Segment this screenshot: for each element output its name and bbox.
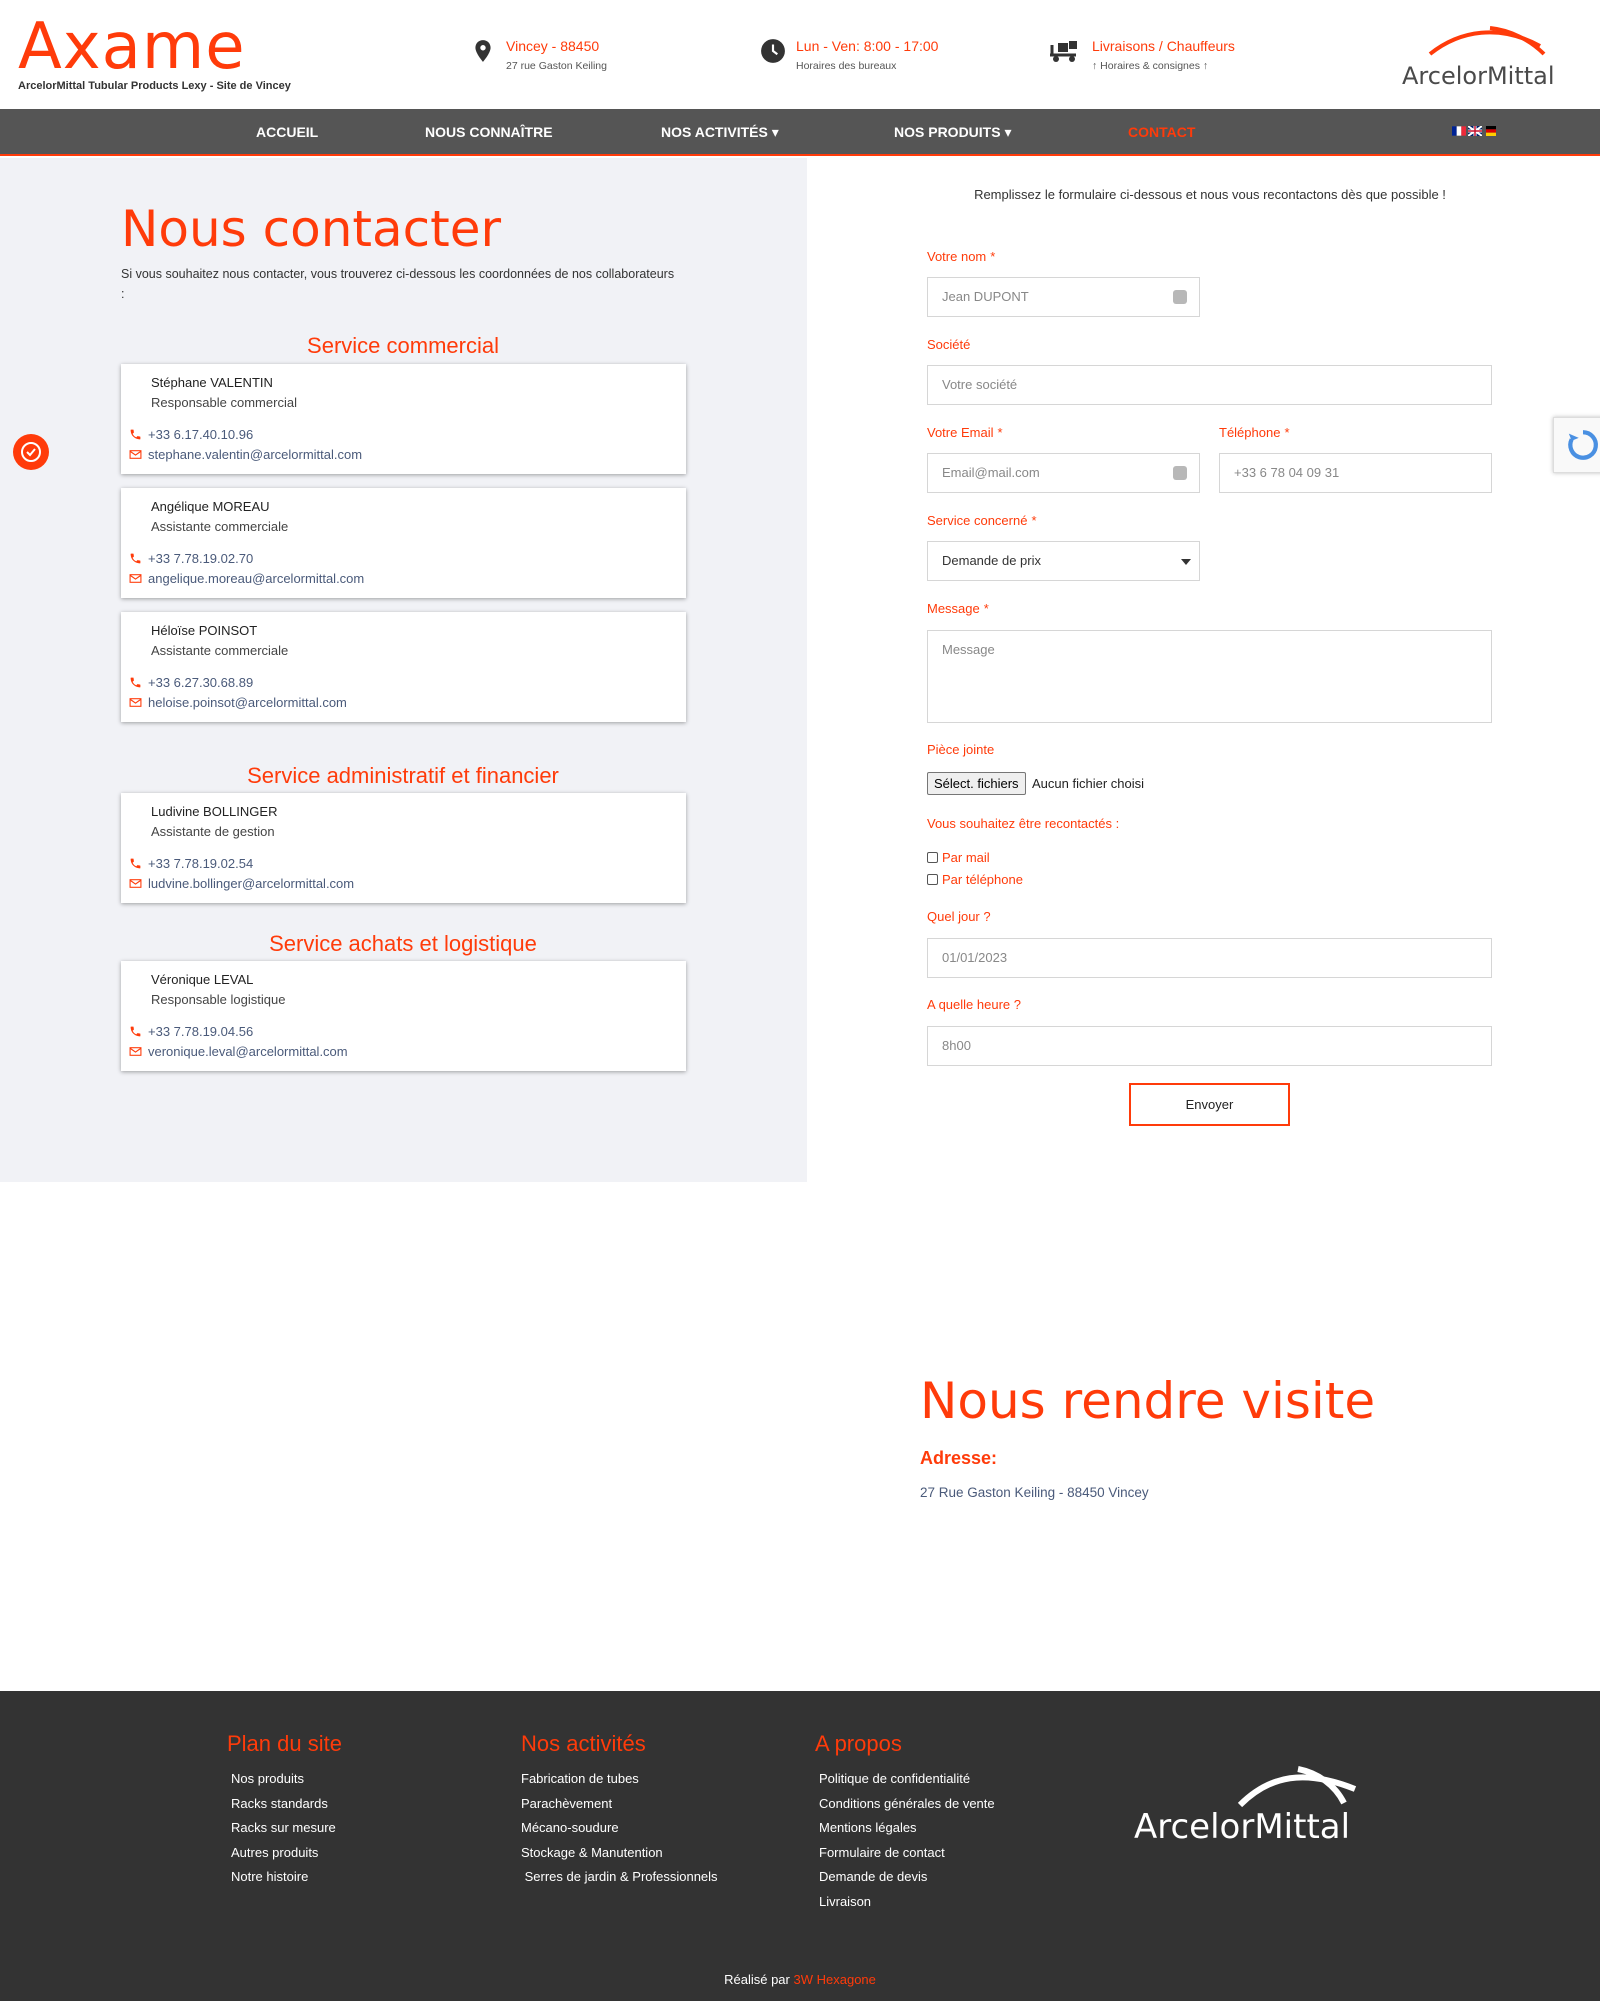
footer-link[interactable]: Fabrication de tubes [521,1771,639,1786]
contact-phone[interactable] [129,675,253,690]
contact-email-text[interactable]: veronique.leval@arcelormittal.com [148,1044,348,1059]
recontact-mail-option[interactable] [927,850,990,865]
contact-name: Héloïse POINSOT [151,623,258,638]
required-mark: * [997,425,1003,440]
company-placeholder: Votre société [942,377,1018,392]
phone-label-text: Téléphone [1219,425,1281,440]
footer-link[interactable]: Notre histoire [231,1869,309,1884]
footer-link[interactable]: Mécano-soudure [521,1820,619,1835]
nav-accueil[interactable]: ACCUEIL [256,124,319,140]
page-title: Nous contacter [121,200,502,258]
hand-check-icon [19,440,43,464]
delivery-info[interactable] [1048,38,1235,72]
contact-name: Ludivine BOLLINGER [151,804,278,819]
contact-intro: Si vous souhaitez nous contacter, vous trouverez ci-dessous les coordonnées de nos collaborateurs : [121,267,675,301]
contact-email[interactable] [129,447,362,462]
autofill-icon[interactable] [1173,290,1187,304]
visit-title: Nous rendre visite [920,1372,1376,1430]
time-input[interactable] [927,1026,1492,1066]
name-label [927,249,995,264]
brand-logo[interactable]: Axame [18,10,246,84]
contact-card [121,793,686,903]
phone-placeholder: +33 6 78 04 09 31 [1234,465,1340,480]
phone-checkbox[interactable] [927,874,938,885]
language-switcher [1452,126,1498,136]
form-intro: Remplissez le formulaire ci-dessous et nous vous recontactons dès que possible ! [974,187,1446,202]
arcelormittal-swoosh-icon [1130,1755,1370,1815]
section-title-logistics: Service achats et logistique [269,931,537,956]
flag-de-icon[interactable] [1484,126,1498,136]
required-mark: * [1284,425,1290,440]
delivery-title[interactable]: Livraisons / Chauffeurs [1092,38,1235,54]
caret-down-icon: ▾ [771,124,779,140]
day-label: Quel jour ? [927,909,991,924]
footer-link[interactable]: Parachèvement [521,1795,613,1811]
contact-phone[interactable] [129,856,253,871]
site-footer [0,1691,1600,2001]
footer-link[interactable]: Nos produits [231,1771,304,1786]
phone-icon [129,1025,142,1038]
footer-col-title: Plan du site [227,1731,342,1756]
mail-checkbox[interactable] [927,852,938,863]
map-pin-icon [470,38,496,64]
company-label: Société [927,337,971,352]
contact-email[interactable] [129,571,364,586]
contact-role: Assistante de gestion [151,824,275,839]
footer-link[interactable]: Conditions générales de vente [819,1795,995,1811]
name-placeholder: Jean DUPONT [942,289,1029,304]
required-mark: * [983,601,989,616]
time-label: A quelle heure ? [927,997,1021,1012]
nav-contact[interactable]: CONTACT [1128,124,1196,140]
footer-col-title: A propos [815,1731,902,1756]
location-info [470,38,607,72]
recaptcha-icon [1566,428,1600,462]
phone-label [1219,425,1290,440]
brand-subtitle: ArcelorMittal Tubular Products Lexy - Site de Vincey [18,80,291,92]
name-label-text: Votre nom [927,249,987,264]
contact-role: Responsable logistique [151,992,286,1007]
contact-email[interactable] [129,1044,348,1059]
time-placeholder: 8h00 [942,1038,971,1053]
contact-phone-text[interactable]: +33 7.78.19.02.54 [148,856,254,871]
service-label [927,513,1037,528]
message-placeholder: Message [942,642,995,657]
contact-role: Responsable commercial [151,395,297,410]
delivery-subtitle[interactable]: ↑ Horaires & consignes ↑ [1092,60,1209,72]
footer-arcelormittal-logo[interactable] [1130,1755,1370,1855]
credit-prefix: Réalisé par [724,1972,790,1987]
footer-credit [0,1972,1600,1987]
nav-nous-connaitre[interactable]: NOUS CONNAÎTRE [425,124,553,140]
service-label-text: Service concerné [927,513,1028,528]
required-mark: * [990,249,996,264]
arcelormittal-swoosh-icon [1390,20,1570,66]
contact-phone[interactable] [129,1024,253,1039]
flag-uk-icon[interactable] [1468,126,1482,136]
phone-icon [129,428,142,441]
footer-link[interactable]: Mentions légales [819,1820,917,1835]
footer-sitemap [227,1731,342,1890]
clock-icon [760,38,786,64]
service-select-value: Demande de prix [942,553,1041,568]
contact-name: Stéphane VALENTIN [151,375,273,390]
footer-link[interactable]: Stockage & Manutention [521,1844,663,1860]
accessibility-icon[interactable] [13,434,49,470]
hours-info [760,38,938,72]
envelope-icon [129,448,142,461]
footer-link[interactable]: Livraison [819,1893,872,1909]
recontact-label: Vous souhaitez être recontactés : [927,816,1120,831]
contact-email[interactable] [129,876,354,891]
address-label: Adresse: [920,1448,998,1468]
contact-role: Assistante commerciale [151,519,289,534]
contact-card [121,364,686,474]
footer-logo-text: ArcelorMittal [1134,1807,1351,1847]
caret-down-icon: ▾ [1004,124,1012,140]
company-input[interactable] [927,365,1492,405]
phone-icon [129,676,142,689]
envelope-icon [129,877,142,890]
arcelormittal-logo-text: ArcelorMittal [1402,62,1555,90]
day-input[interactable] [927,938,1492,978]
contact-phone-text[interactable]: +33 7.78.19.04.56 [148,1024,254,1039]
mail-option-label[interactable]: Par mail [942,850,990,865]
footer-link[interactable]: Racks standards [231,1795,328,1811]
hours-title: Lun - Ven: 8:00 - 17:00 [796,38,939,54]
footer-link[interactable]: Politique de confidentialité [819,1771,971,1786]
footer-link[interactable]: Demande de devis [819,1869,928,1884]
nav-nos-produits-label: NOS PRODUITS [894,124,1001,140]
message-label-text: Message [927,601,980,616]
contact-phone-text[interactable]: +33 6.17.40.10.96 [148,427,254,442]
site-header [0,0,1600,109]
contact-email-text[interactable]: ludvine.bollinger@arcelormittal.com [148,876,355,891]
footer-link[interactable]: Serres de jardin & Professionnels [521,1869,718,1884]
contact-name: Angélique MOREAU [151,499,270,514]
footer-link[interactable]: Autres produits [231,1844,319,1860]
envelope-icon [129,696,142,709]
email-input[interactable] [927,453,1200,493]
section-title-commercial: Service commercial [307,333,499,358]
day-placeholder: 01/01/2023 [942,950,1008,965]
main-nav [0,109,1600,156]
credit-link[interactable]: 3W Hexagone [793,1972,876,1987]
contact-email-text[interactable]: angelique.moreau@arcelormittal.com [148,571,365,586]
send-button[interactable]: Envoyer [1129,1083,1290,1126]
contact-card [121,612,686,722]
footer-link[interactable]: Formulaire de contact [819,1844,945,1860]
envelope-icon [129,572,142,585]
footer-link[interactable]: Racks sur mesure [231,1820,336,1835]
recontact-phone-option[interactable] [927,872,1023,887]
file-status: Aucun fichier choisi [1032,776,1144,791]
contact-name: Véronique LEVAL [151,972,254,987]
envelope-icon [129,1045,142,1058]
contact-phone-text[interactable]: +33 7.78.19.02.70 [148,551,254,566]
footer-activities [521,1731,718,1890]
email-label [927,425,1003,440]
service-select[interactable] [927,541,1200,581]
file-select-button[interactable]: Sélect. fichiers [927,772,1026,795]
phone-input[interactable] [1219,453,1492,493]
name-input[interactable] [927,277,1200,317]
contact-phone-text[interactable]: +33 6.27.30.68.89 [148,675,254,690]
contact-card [121,488,686,598]
contact-phone[interactable] [129,551,253,566]
nav-nos-produits[interactable] [894,124,1012,141]
section-title-admin: Service administratif et financier [247,763,559,788]
footer-about [815,1731,995,1914]
contact-role: Assistante commerciale [151,643,289,658]
contact-card [121,961,686,1071]
phone-icon [129,857,142,870]
arcelormittal-logo[interactable] [1390,20,1570,90]
phone-option-label[interactable]: Par téléphone [942,872,1023,887]
attachment-label: Pièce jointe [927,742,995,757]
footer-col-title: Nos activités [521,1731,646,1756]
location-subtitle: 27 rue Gaston Keiling [506,60,607,72]
contact-phone[interactable] [129,427,253,442]
contact-email-text[interactable]: heloise.poinsot@arcelormittal.com [148,695,347,710]
nav-nos-activites-label: NOS ACTIVITÉS [661,124,768,140]
contact-email[interactable] [129,695,347,710]
location-title: Vincey - 88450 [506,38,600,54]
truck-loading-icon [1048,38,1082,64]
address-text: 27 Rue Gaston Keiling - 88450 Vincey [920,1485,1149,1500]
recaptcha-badge[interactable] [1553,417,1600,473]
message-label [927,601,989,616]
contact-email-text[interactable]: stephane.valentin@arcelormittal.com [148,447,363,462]
hours-subtitle: Horaires des bureaux [796,60,897,72]
email-label-text: Votre Email [927,425,994,440]
required-mark: * [1031,513,1037,528]
nav-nos-activites[interactable] [661,124,779,141]
phone-icon [129,552,142,565]
autofill-icon[interactable] [1173,466,1187,480]
caret-down-icon [1181,559,1191,565]
message-textarea[interactable] [927,630,1492,723]
flag-fr-icon[interactable] [1452,126,1466,136]
email-placeholder: Email@mail.com [942,465,1040,480]
